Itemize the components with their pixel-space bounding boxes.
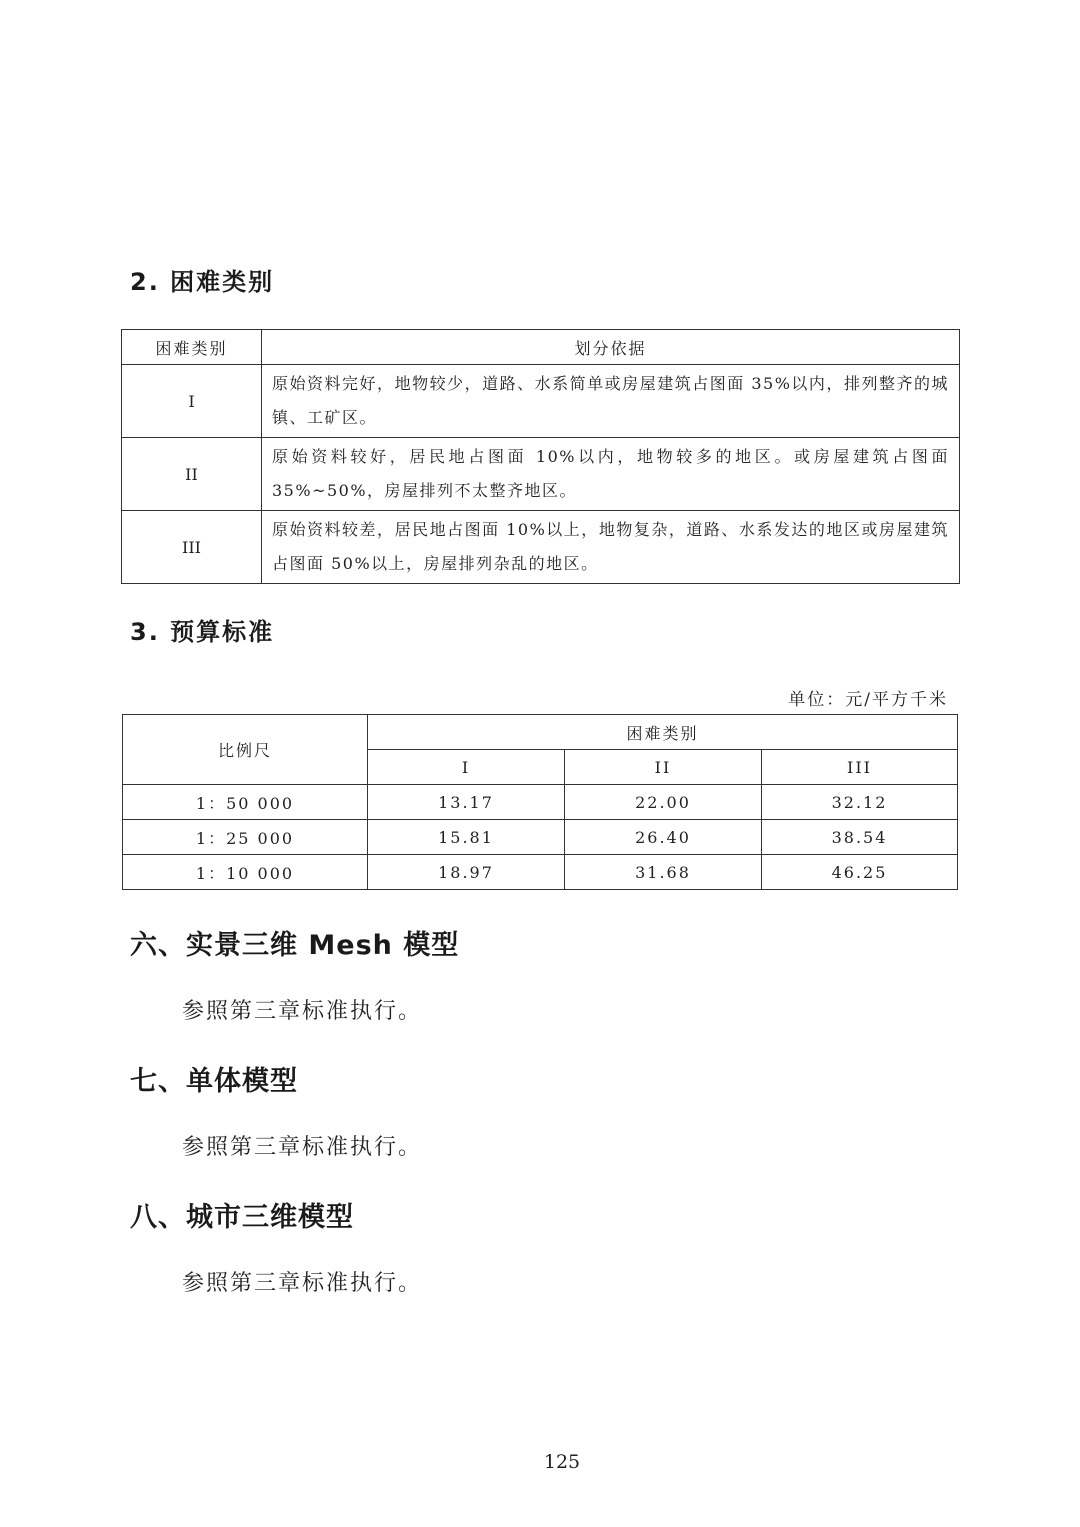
table-row <box>123 785 958 820</box>
section-2-heading: 2. 困难类别 <box>130 268 275 296</box>
scale-cell: 1：50 000 <box>123 785 368 820</box>
section-8-heading: 八、城市三维模型 <box>130 1202 354 1233</box>
value-cell: 22.00 <box>565 785 762 820</box>
category-cell: III <box>122 511 262 584</box>
section-3-heading: 3. 预算标准 <box>130 618 275 646</box>
value-cell: 26.40 <box>565 820 762 855</box>
basis-cell: 原始资料较差，居民地占图面 10%以上，地物复杂，道路、水系发达的地区或房屋建筑占图面 50%以上，房屋排列杂乱的地区。 <box>262 511 960 584</box>
value-cell: 38.54 <box>762 820 958 855</box>
section-7-body: 参照第三章标准执行。 <box>182 1135 423 1160</box>
section-6-body: 参照第三章标准执行。 <box>182 999 423 1024</box>
table-header-row <box>123 715 958 750</box>
category-cell: I <box>122 365 262 438</box>
page-number: 125 <box>543 1451 581 1473</box>
header-category-1: I <box>368 750 565 785</box>
table-header-row <box>122 330 960 365</box>
header-classification-basis: 划分依据 <box>262 330 960 365</box>
section-7-heading: 七、单体模型 <box>130 1066 298 1097</box>
header-scale: 比例尺 <box>123 715 368 785</box>
basis-cell: 原始资料较好，居民地占图面 10%以内，地物较多的地区。或房屋建筑占图面 35%~50%，房屋排列不太整齐地区。 <box>262 438 960 511</box>
value-cell: 15.81 <box>368 820 565 855</box>
table-row <box>122 438 960 511</box>
table-row <box>123 820 958 855</box>
header-category-2: II <box>565 750 762 785</box>
table-row <box>123 855 958 890</box>
value-cell: 18.97 <box>368 855 565 890</box>
header-difficulty-category: 困难类别 <box>368 715 958 750</box>
value-cell: 13.17 <box>368 785 565 820</box>
scale-cell: 1：10 000 <box>123 855 368 890</box>
header-category-3: III <box>762 750 958 785</box>
table-row <box>122 365 960 438</box>
value-cell: 31.68 <box>565 855 762 890</box>
scale-cell: 1：25 000 <box>123 820 368 855</box>
budget-standard-table <box>122 714 958 890</box>
table-row <box>122 511 960 584</box>
unit-label: 单位：元/平方千米 <box>788 690 948 710</box>
basis-cell: 原始资料完好，地物较少，道路、水系简单或房屋建筑占图面 35%以内，排列整齐的城镇、工矿区。 <box>262 365 960 438</box>
section-6-heading: 六、实景三维 Mesh 模型 <box>130 930 460 961</box>
difficulty-category-table <box>121 329 960 584</box>
category-cell: II <box>122 438 262 511</box>
value-cell: 46.25 <box>762 855 958 890</box>
value-cell: 32.12 <box>762 785 958 820</box>
header-difficulty-category: 困难类别 <box>122 330 262 365</box>
section-8-body: 参照第三章标准执行。 <box>182 1271 423 1296</box>
